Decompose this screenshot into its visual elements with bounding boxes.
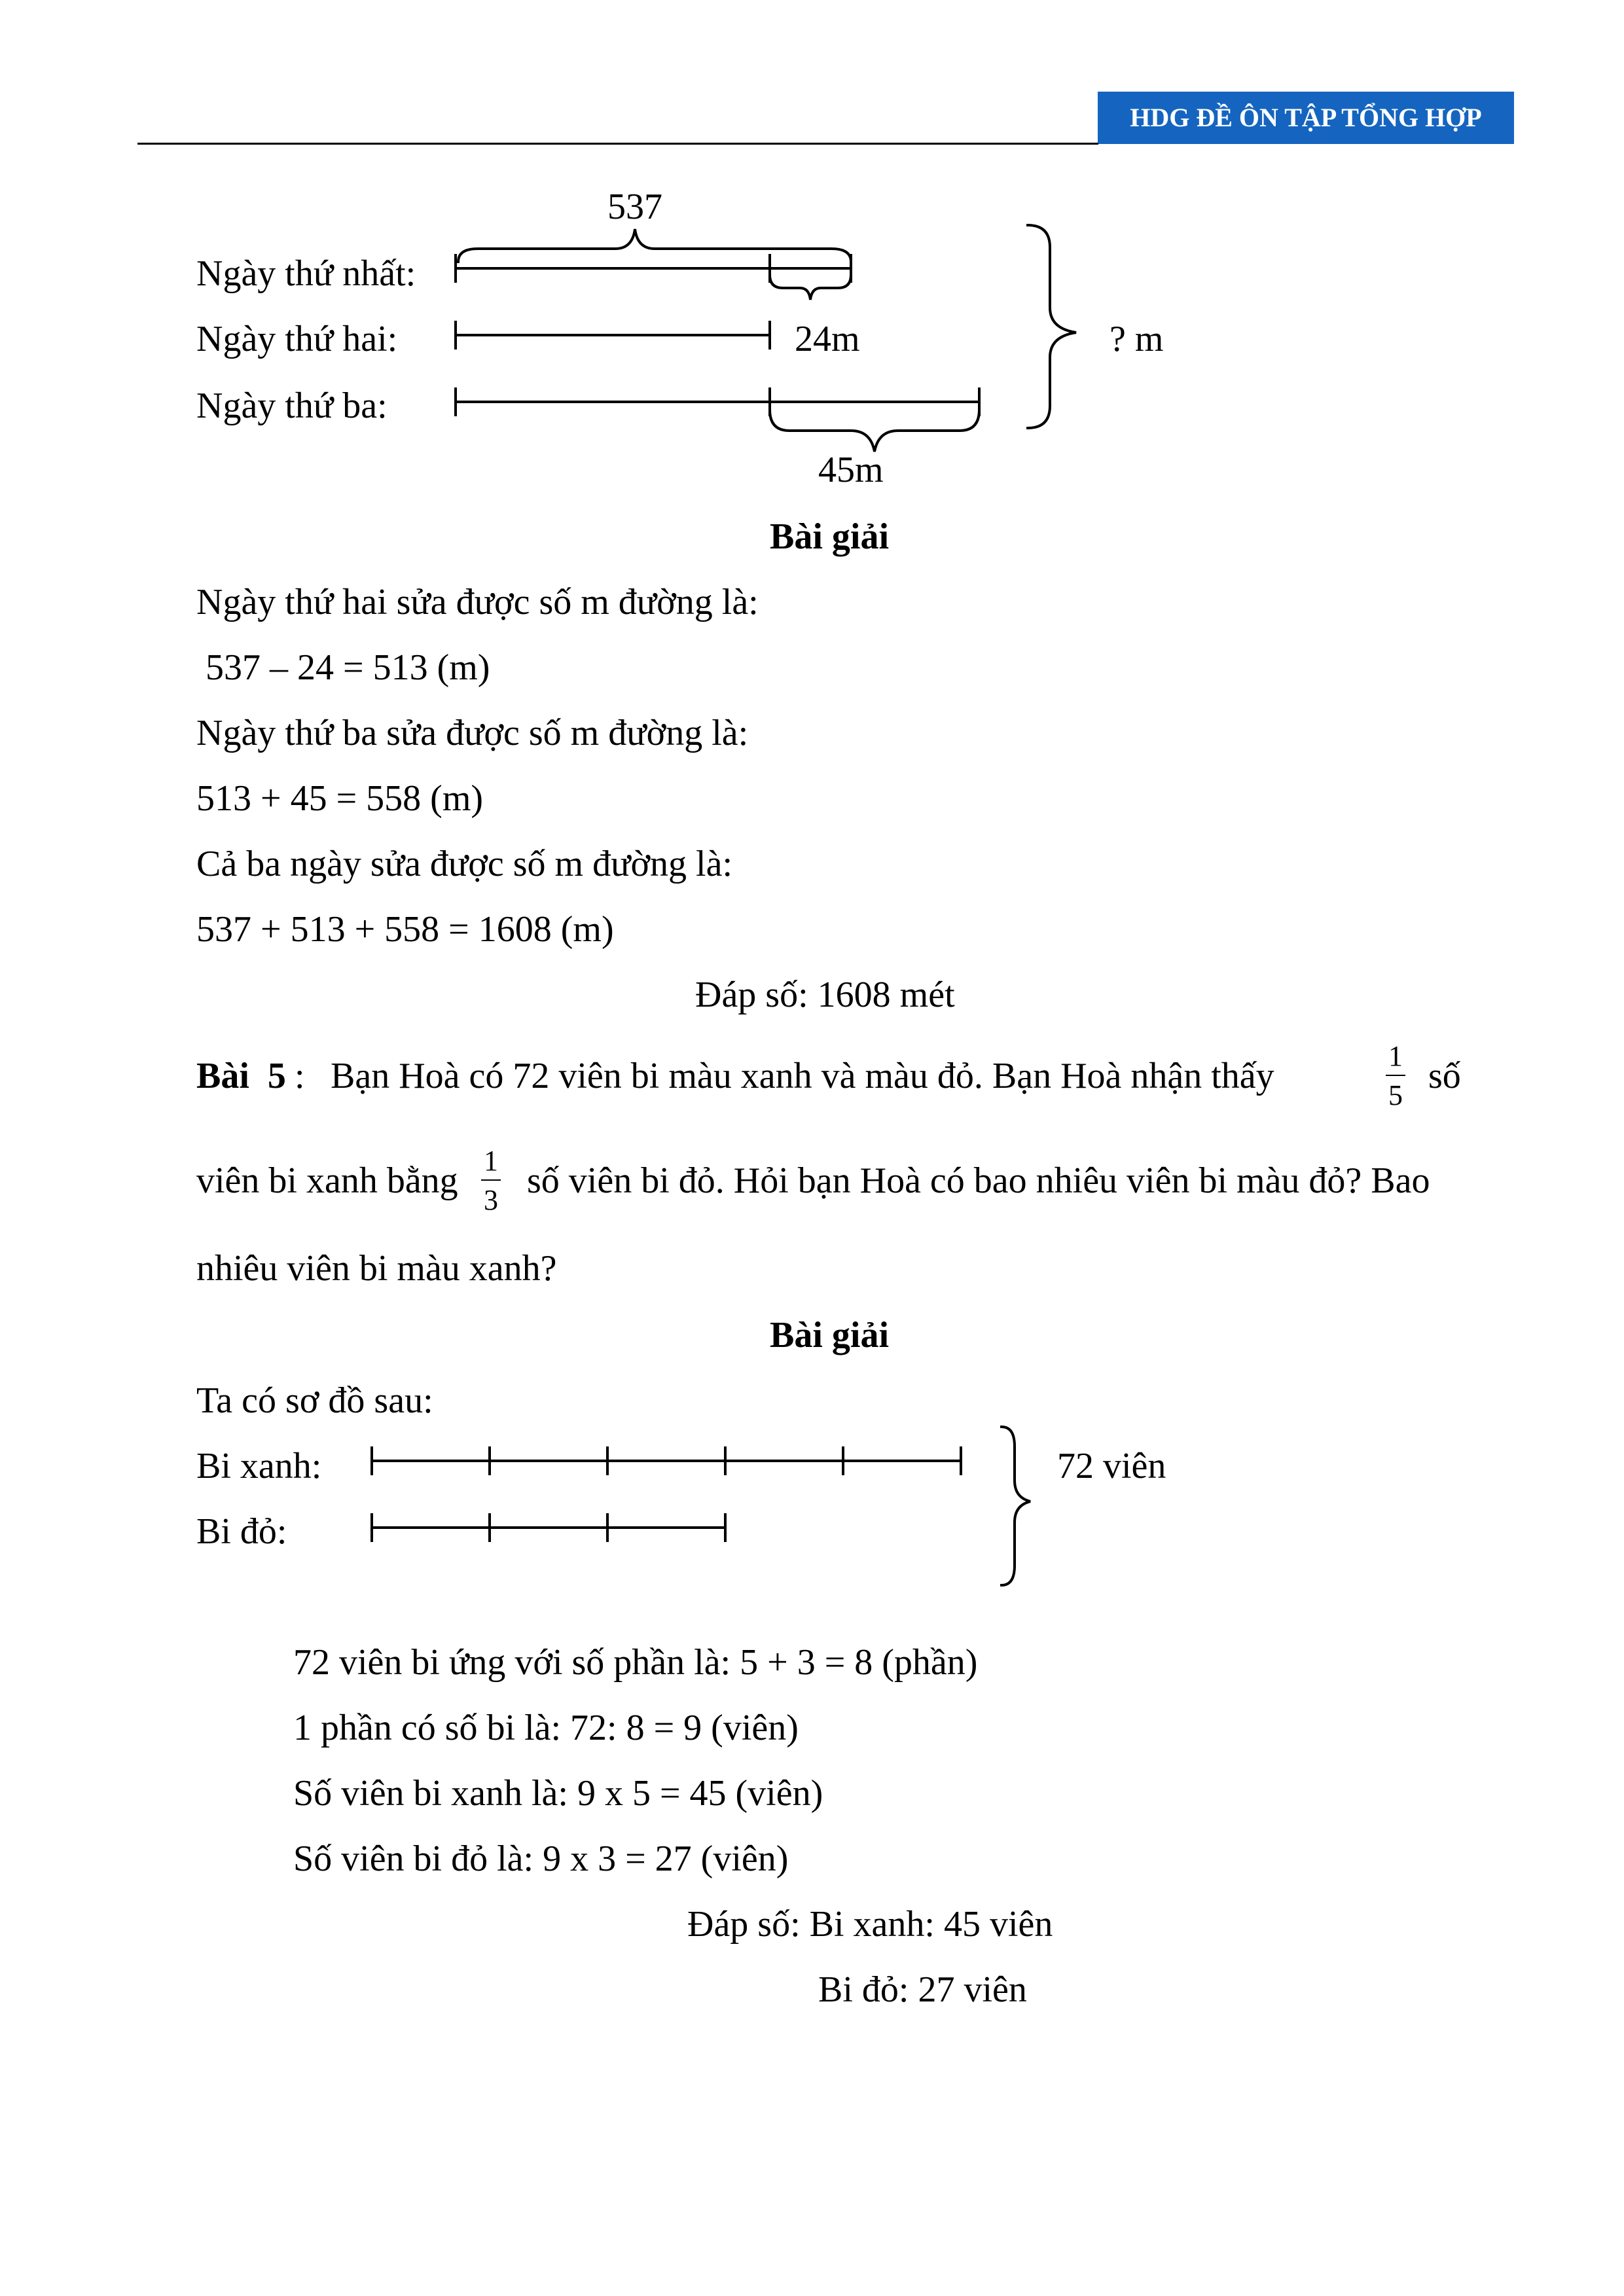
- problem5-text-b: số: [1428, 1056, 1461, 1096]
- problem5-text-a: Bạn Hoà có 72 viên bi màu xanh và màu đỏ. Bạn Hoà nhận thấy: [331, 1056, 1274, 1096]
- top-value-label: 537: [607, 187, 662, 227]
- diff2-label: 45m: [818, 450, 884, 490]
- row1-label: Ngày thứ nhất:: [196, 253, 416, 294]
- diff1-label: 24m: [795, 319, 860, 359]
- solution1-line5: Cả ba ngày sửa được số m đường là:: [196, 844, 733, 884]
- solution2-line3: Số viên bi xanh là: 9 x 5 = 45 (viên): [293, 1773, 823, 1814]
- solution2-line4: Số viên bi đỏ là: 9 x 3 = 27 (viên): [293, 1839, 789, 1879]
- total-label: ? m: [1110, 319, 1164, 359]
- header-title: HDG ĐỀ ÔN TẬP TỔNG HỢP: [1098, 92, 1514, 144]
- brace-24m: [770, 275, 851, 300]
- solution1-heading: Bài giải: [770, 516, 890, 557]
- marbles-total-label: 72 viên: [1057, 1446, 1166, 1486]
- brace-45m: [770, 410, 979, 452]
- row3-label: Ngày thứ ba:: [196, 386, 388, 426]
- solution1-line4: 513 + 45 = 558 (m): [196, 778, 484, 819]
- solution2-line1: 72 viên bi ứng với số phần là: 5 + 3 = 8 (phần): [293, 1642, 978, 1683]
- fraction-denominator: 5: [1388, 1079, 1403, 1111]
- solution2-heading: Bài giải: [770, 1315, 890, 1355]
- solution1-line3: Ngày thứ ba sửa được số m đường là:: [196, 713, 749, 753]
- solution2-line2: 1 phần có số bi là: 72: 8 = 9 (viên): [293, 1708, 799, 1748]
- brace-marbles-total: [1001, 1427, 1030, 1585]
- solution2-answer1: Đáp số: Bi xanh: 45 viên: [687, 1904, 1053, 1945]
- fraction-numerator: 1: [484, 1145, 498, 1177]
- problem5-colon: :: [295, 1056, 305, 1096]
- problem5-label: Bài 5: [196, 1056, 286, 1096]
- solution2-answer2: Bi đỏ: 27 viên: [818, 1969, 1027, 2010]
- brace-537: [458, 229, 851, 262]
- problem5-text-e: nhiêu viên bi màu xanh?: [196, 1248, 557, 1289]
- brace-total: [1028, 225, 1076, 428]
- fraction-numerator: 1: [1388, 1040, 1403, 1072]
- problem5-text-d: số viên bi đỏ. Hỏi bạn Hoà có bao nhiêu viên bi màu đỏ? Bao: [527, 1160, 1430, 1201]
- fraction-denominator: 3: [484, 1184, 498, 1216]
- solution1-answer: Đáp số: 1608 mét: [695, 975, 955, 1015]
- blue-marbles-label: Bi xanh:: [196, 1446, 322, 1486]
- solution1-line6: 537 + 513 + 558 = 1608 (m): [196, 909, 614, 950]
- solution1-line1: Ngày thứ hai sửa được số m đường là:: [196, 582, 759, 622]
- solution1-line2: 537 – 24 = 513 (m): [206, 647, 490, 688]
- solution2-intro: Ta có sơ đồ sau:: [196, 1380, 433, 1421]
- row2-label: Ngày thứ hai:: [196, 319, 398, 359]
- red-marbles-label: Bi đỏ:: [196, 1511, 287, 1552]
- problem5-text-c: viên bi xanh bằng: [196, 1160, 458, 1201]
